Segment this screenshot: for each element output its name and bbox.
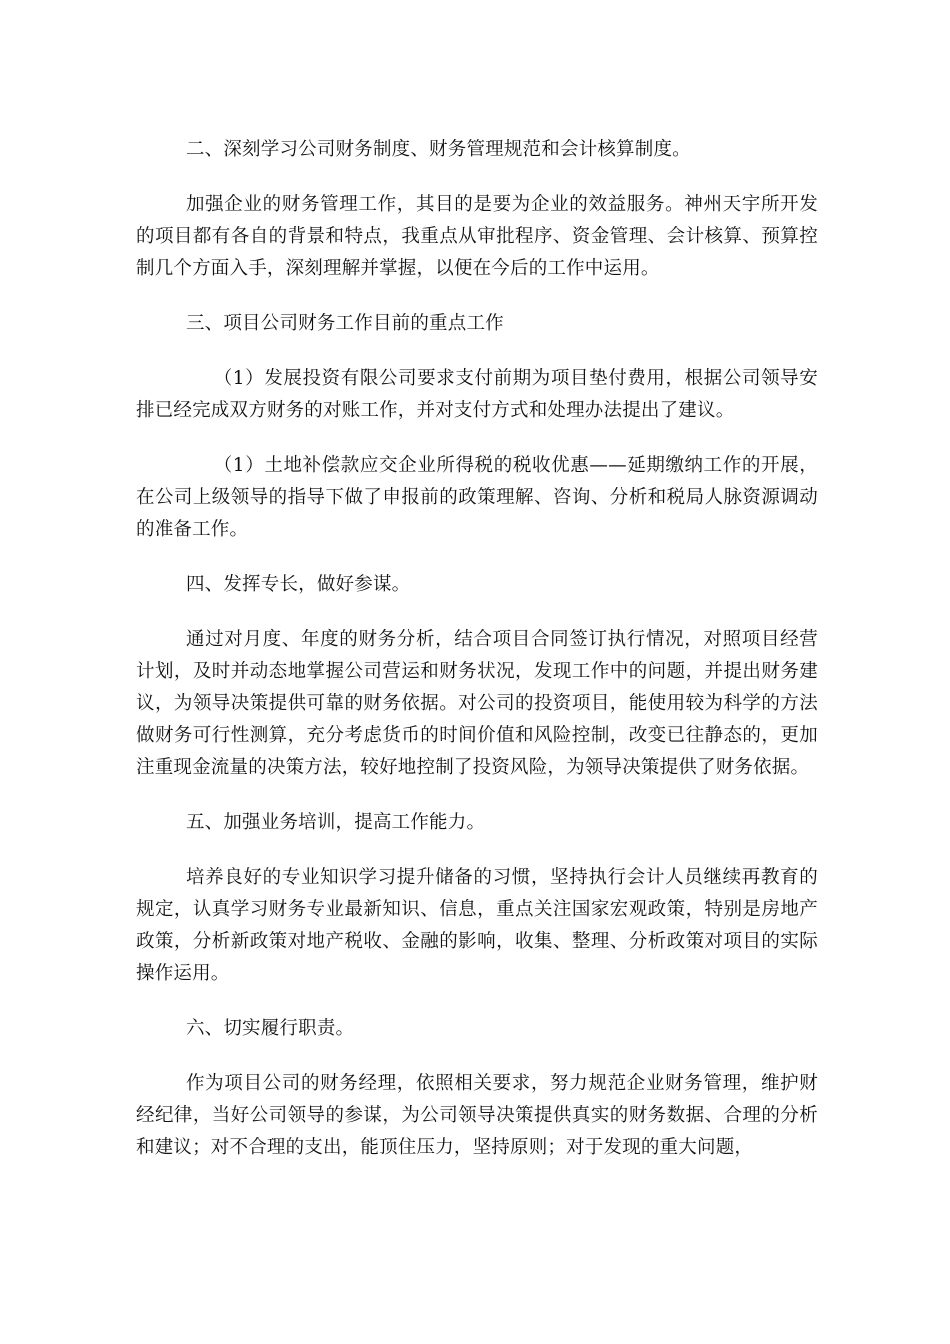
section-heading-3: 三、项目公司财务工作目前的重点工作 — [185, 313, 504, 334]
list-item: （1）发展投资有限公司要求支付前期为项目垫付费用，根据公司领导安排已经完成双方财务的对账工作，并对支付方式和处理办法提出了建议。 — [136, 368, 818, 421]
body-paragraph: 通过对月度、年度的财务分析，结合项目合同签订执行情况，对照项目经营计划，及时并动态地掌握公司营运和财务状况，发现工作中的问题，并提出财务建议，为领导决策提供可靠的财务依据。对公司的投资项目，能使用较为科学的方法做财务可行性测算，充分考虑货币的时间价值和风险控制，改变已往静态的，更加注重现金流量的决策方法，较好地控制了投资风险，为领导决策提供了财务依据。 — [136, 629, 818, 778]
list-item: （1）土地补偿款应交企业所得税的税收优惠——延期缴纳工作的开展，在公司上级领导的指导下做了申报前的政策理解、咨询、分析和税局人脉资源调动的准备工作。 — [136, 455, 818, 540]
document-body — [136, 134, 818, 1187]
section-heading-5: 五、加强业务培训，提高工作能力。 — [185, 812, 486, 833]
body-paragraph: 加强企业的财务管理工作，其目的是要为企业的效益服务。神州天宇所开发的项目都有各自的背景和特点，我重点从审批程序、资金管理、会计核算、预算控制几个方面入手，深刻理解并掌握，以便在今后的工作中运用。 — [136, 194, 818, 279]
section-heading-2: 二、深刻学习公司财务制度、财务管理规范和会计核算制度。 — [185, 139, 691, 160]
section-heading-6: 六、切实履行职责。 — [185, 1018, 355, 1039]
section-heading-4: 四、发挥专长，做好参谋。 — [185, 574, 411, 595]
body-paragraph: 培养良好的专业知识学习提升储备的习惯，坚持执行会计人员继续再教育的规定，认真学习财务专业最新知识、信息，重点关注国家宏观政策，特别是房地产政策，分析新政策对地产税收、金融的影响，收集、整理、分析政策对项目的实际操作运用。 — [136, 867, 818, 984]
body-paragraph: 作为项目公司的财务经理，依照相关要求，努力规范企业财务管理，维护财经纪律，当好公司领导的参谋，为公司领导决策提供真实的财务数据、合理的分析和建议；对不合理的支出，能顶住压力，坚持原则；对于发现的重大问题， — [136, 1073, 818, 1158]
